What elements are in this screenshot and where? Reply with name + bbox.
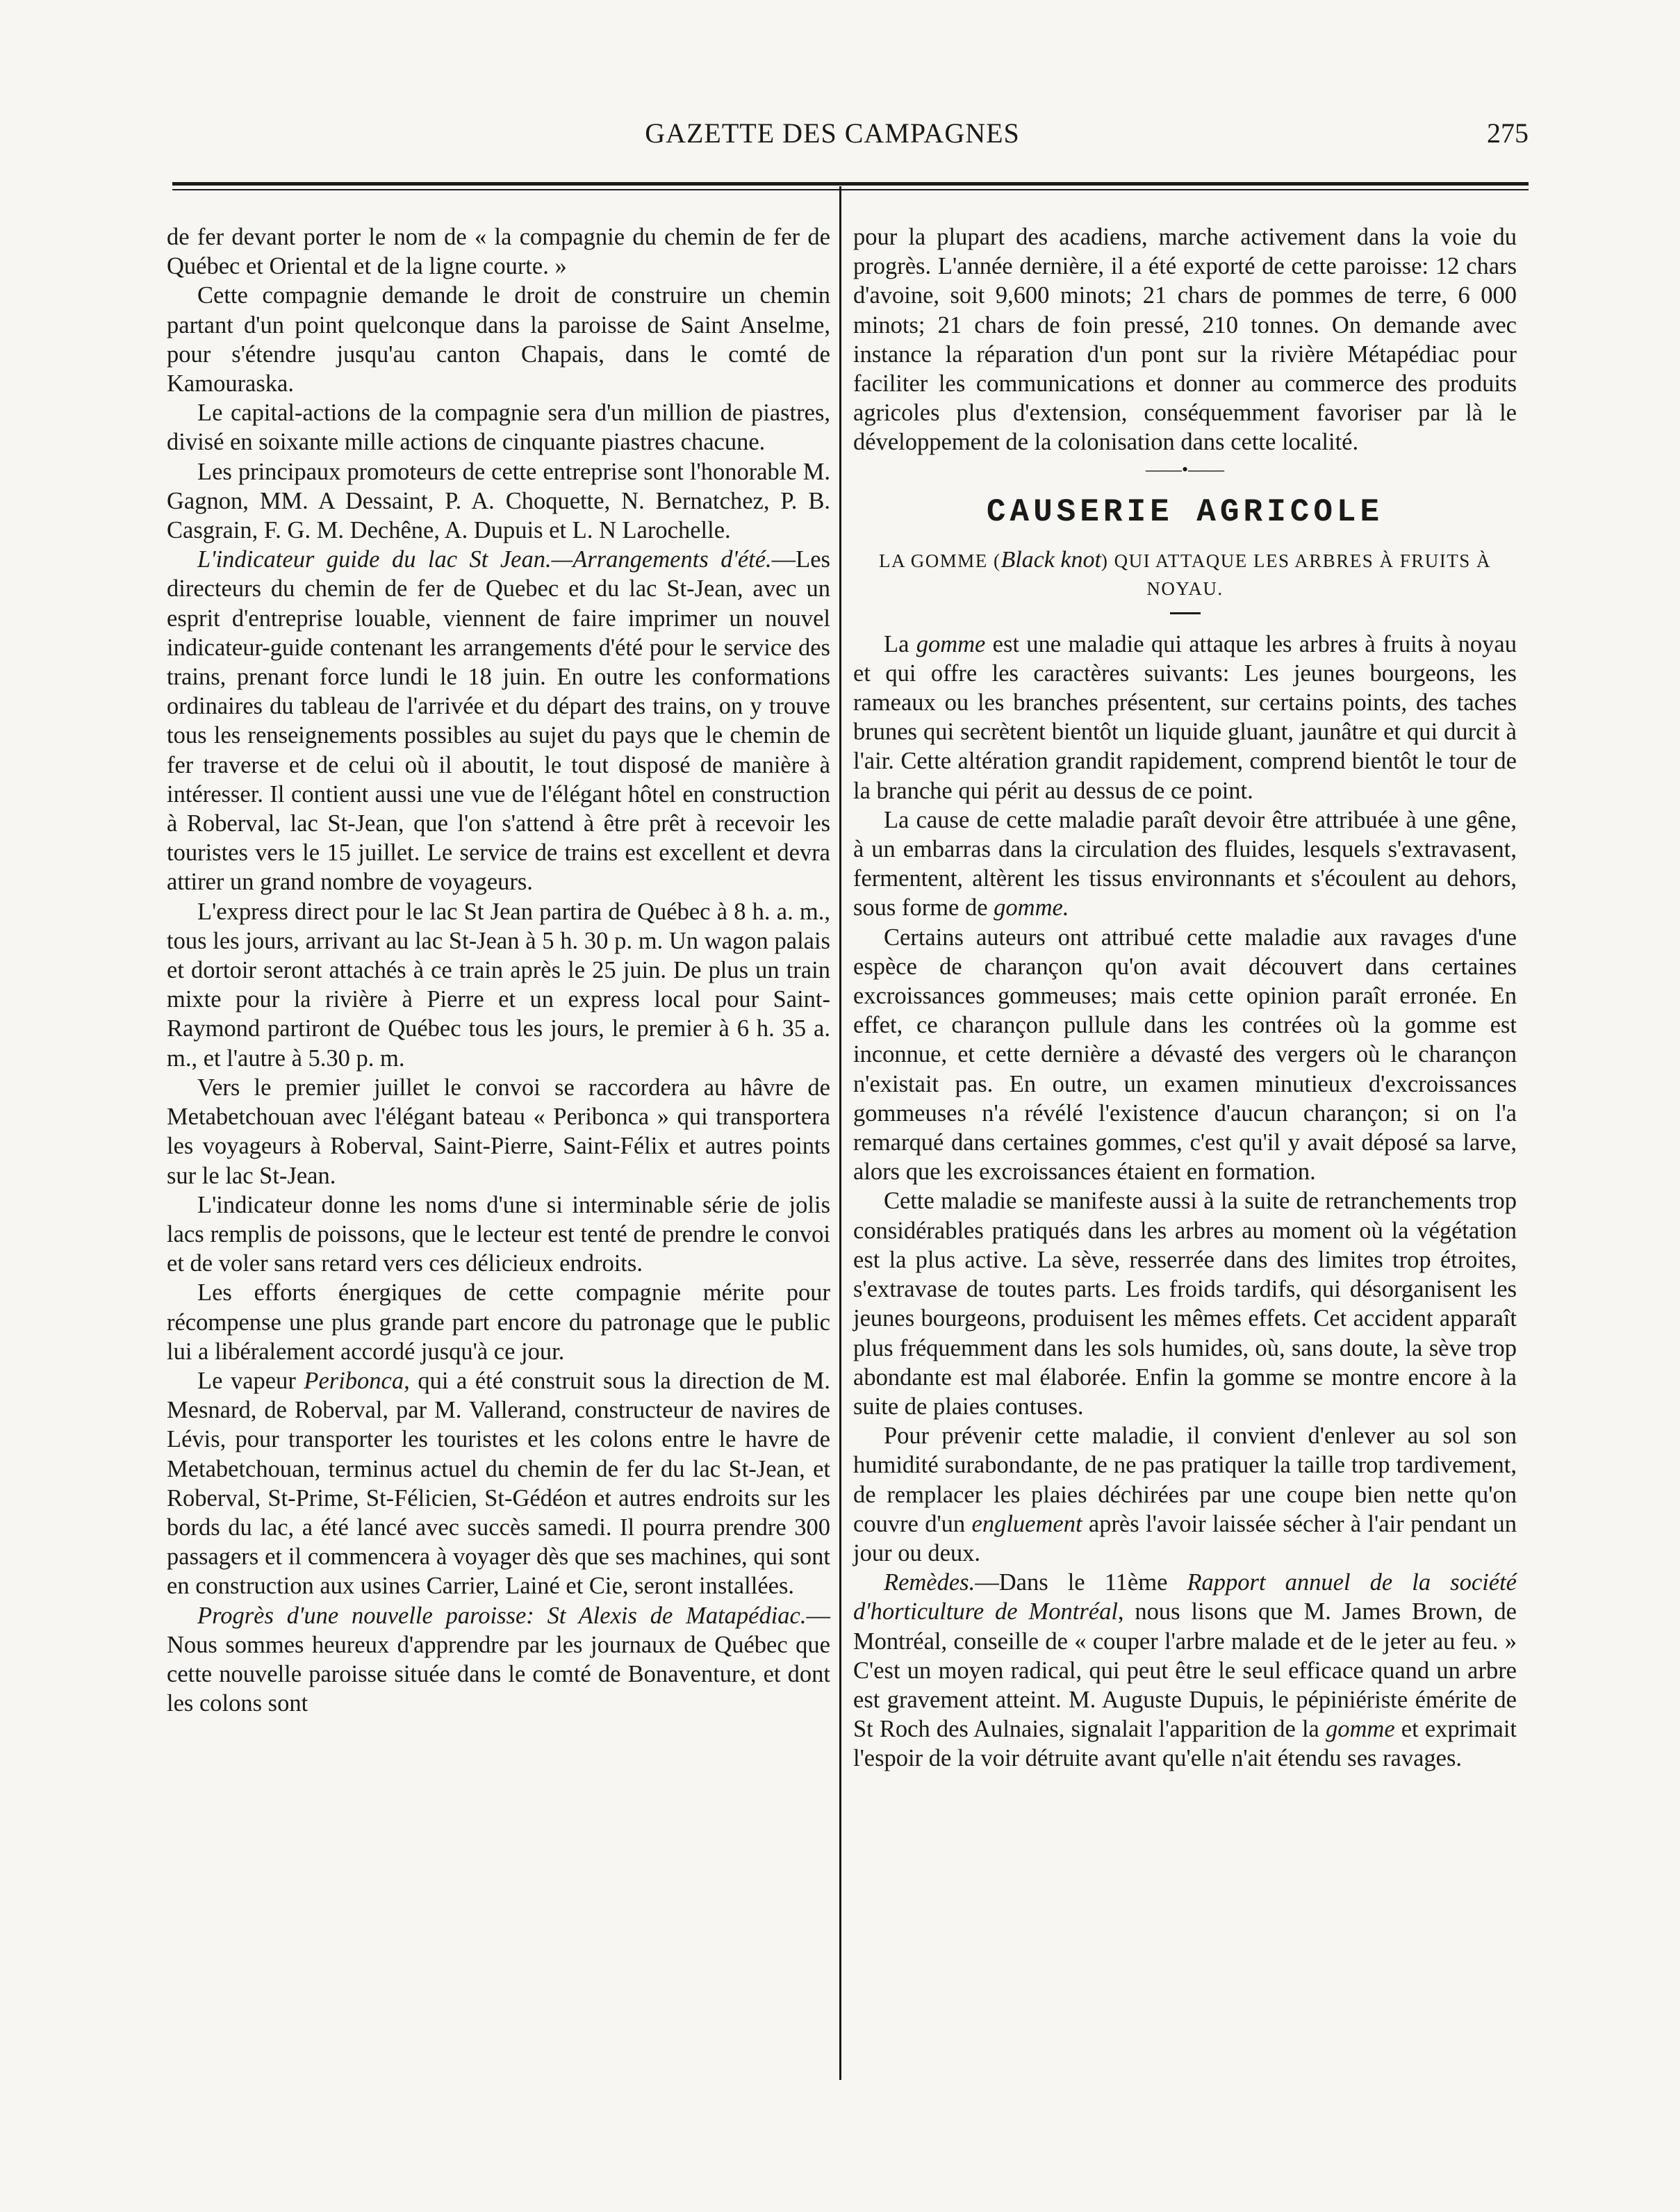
paragraph: Cette compagnie demande le droit de construire un chemin partant d'un point quelconque dans la paroisse de Saint Anselme, pour s'étendre jusqu'au canton Chapais, dans le comté de Kamouraska. xyxy=(167,282,830,398)
paragraph: Remèdes.—Dans le 11ème Rapport annuel de la société d'horticulture de Montréal, nous lisons que M. James Brown, de Montréal, conseille de « couper l'arbre malade et de le jeter au feu. » C'est un moyen radical, qui peut être le seul efficace quand un arbre est gravement atteint. M. Auguste Dupuis, le pépiniériste émérite de St Roch des Aulnaies, signalait l'apparition de la gomme et exprimait l'espoir de la voir détruite avant qu'elle n'ait étendu ses ravages. xyxy=(853,1569,1517,1772)
paragraph: L'express direct pour le lac St Jean partira de Québec à 8 h. a. m., tous les jours, arrivant au lac St-Jean à 5 h. 30 p. m. Un wagon palais et dortoir seront attachés à ce train après le 25 juin. De plus un train mixte pour la rivière à Pierre et un express local pour Saint-Raymond partiront de Québec tous les jours, le premier à 6 h. 35 a. m., et l'autre à 5.30 p. m. xyxy=(167,898,830,1072)
separator-ornament: ——•—— xyxy=(1145,459,1225,480)
journal-title: GAZETTE DES CAMPAGNES xyxy=(645,117,1020,149)
article-heading: Progrès d'une nouvelle paroisse: St Alexis de Matapédiac. xyxy=(197,1602,807,1629)
page-header xyxy=(158,117,1529,158)
paragraph: Les efforts énergiques de cette compagnie mérite pour récompense une plus grande part encore du patronage que le public lui a libéralement accordé jusqu'à ce jour. xyxy=(167,1279,830,1365)
paragraph: Vers le premier juillet le convoi se raccordera au hâvre de Metabetchouan avec l'élégant bateau « Peribonca » qui transportera les voyageurs à Roberval, Saint-Pierre, Saint-Félix et autres points sur le lac St-Jean. xyxy=(167,1074,830,1189)
paragraph: La gomme est une maladie qui attaque les arbres à fruits à noyau et qui offre les caractères suivants: Les jeunes bourgeons, les rameaux ou les branches présentent, sur certains points, des taches brunes qui secrètent bientôt un liquide gluant, jaunâtre et qui durcit à l'air. Cette altération grandit rapidement, comprend bientôt le tour de la branche qui périt au dessus de ce point. xyxy=(853,630,1517,804)
paragraph: L'indicateur donne les noms d'une si interminable série de jolis lacs remplis de poissons, que le lecteur est tenté de prendre le convoi et de voler sans retard vers ces délicieux endroits. xyxy=(167,1191,830,1277)
paragraph: La cause de cette maladie paraît devoir être attribuée à une gêne, à un embarras dans la circulation des fluides, lesquels s'extravasent, fermentent, altèrent les tissus environnants et s'écoulent au dehors, sous forme de gomme. xyxy=(853,806,1517,921)
paragraph: Progrès d'une nouvelle paroisse: St Alexis de Matapédiac.—Nous sommes heureux d'apprendre par les journaux de Québec que cette nouvelle paroisse située dans le comté de Bonaventure, et dont les colons sont xyxy=(167,1602,830,1717)
section-title: CAUSERIE AGRICOLE xyxy=(986,493,1384,530)
paragraph: Le capital-actions de la compagnie sera d'un million de piastres, divisé en soixante mille actions de cinquante piastres chacune. xyxy=(167,400,830,456)
page-number: 275 xyxy=(1487,117,1529,149)
article-heading: L'indicateur guide du lac St Jean.—Arrangements d'été. xyxy=(197,546,772,573)
left-column xyxy=(167,222,830,1718)
column-separator xyxy=(839,186,841,2080)
paragraph: Le vapeur Peribonca, qui a été construit sous la direction de M. Mesnard, de Roberval, par M. Vallerand, constructeur de navires de Lévis, pour transporter les touristes et les colons entre le havre de Metabetchouan, terminus actuel du chemin de fer du lac St-Jean, et Roberval, St-Prime, St-Félicien, St-Gédéon et autres endroits sur les bords du lac, a été lancé avec succès samedi. Il pourra prendre 300 passagers et il commencera à voyager dès que ses machines, qui sont en construction aux usines Carrier, Lainé et Cie, seront installées. xyxy=(167,1367,830,1600)
paragraph: de fer devant porter le nom de « la compagnie du chemin de fer de Québec et Oriental et de la ligne courte. » xyxy=(167,224,830,280)
paragraph: L'indicateur guide du lac St Jean.—Arrangements d'été.—Les directeurs du chemin de fer de Quebec et du lac St-Jean, avec un esprit d'entreprise louable, viennent de faire imprimer un nouvel indicateur-guide contenant les arrangements d'été pour le service des trains, prenant force lundi le 18 juin. En outre les conformations ordinaires du tableau de l'arrivée et du départ des trains, on y trouve tous les renseignements possibles au sujet du pays que le chemin de fer traverse et de celui où il aboutit, le tout disposé de manière à intéresser. Il contient aussi une vue de l'élégant hôtel en construction à Roberval, lac St-Jean, que l'on s'attend à être prêt à recevoir les touristes vers le 15 juillet. Le service de trains est excellent et devra attirer un grand nombre de voyageurs. xyxy=(167,546,830,896)
article-heading: Remèdes. xyxy=(884,1569,975,1596)
short-rule xyxy=(1170,612,1201,614)
paragraph: pour la plupart des acadiens, marche activement dans la voie du progrès. L'année dernière, il a été exporté de cette paroisse: 12 chars d'avoine, soit 9,600 minots; 21 chars de pommes de terre, 6 000 minots; 21 chars de foin pressé, 210 tonnes. On demande avec instance la réparation d'un pont sur la rivière Métapédiac pour faciliter les communications et donner au commerce des produits agricoles plus d'extension, conséquemment favoriser par là le développement de la colonisation dans cette localité. xyxy=(853,224,1517,456)
right-column xyxy=(853,222,1517,1773)
paragraph: Les principaux promoteurs de cette entreprise sont l'honorable M. Gagnon, MM. A Dessaint, P. A. Choquette, N. Bernatchez, P. B. Casgrain, F. G. M. Dechêne, A. Dupuis et L. N Larochelle. xyxy=(167,458,830,544)
header-rule xyxy=(172,182,1529,186)
header-rule-thin xyxy=(172,189,1529,190)
paragraph: Certains auteurs ont attribué cette maladie aux ravages d'une espèce de charançon qu'on avait découvert dans certaines excroissances gommeuses; mais cette opinion paraît erronée. En effet, ce charançon pullule dans les contrées où la gomme est inconnue, et cette dernière a dévasté des vergers où le charançon n'existait pas. En outre, un examen minutieux d'excroissances gommeuses n'a révélé l'existence d'aucun charançon; si on l'a remarqué dans certaines gommes, c'est qu'il y avait déposé sa larve, alors que les excroissances étaient en formation. xyxy=(853,924,1517,1186)
paragraph: Cette maladie se manifeste aussi à la suite de retranchements trop considérables pratiqués dans les arbres au moment où la végétation est la plus active. La sève, resserrée dans des limites trop étroites, s'extravase de toutes parts. Les froids tardifs, qui désorganisent les jeunes bourgeons, produisent les mêmes effets. Cet accident apparaît plus fréquemment dans les sols humides, où, sans doute, la sève trop abondante est mal élaborée. Enfin la gomme se montre encore à la suite de plaies contuses. xyxy=(853,1188,1517,1420)
section-subtitle: LA GOMME (Black knot) QUI ATTAQUE LES ARBRES À FRUITS À NOYAU. xyxy=(878,546,1492,599)
paragraph: Pour prévenir cette maladie, il convient d'enlever au sol son humidité surabondante, de ne pas pratiquer la taille trop tardivement, de remplacer les plaies déchirées par une coupe bien nette qu'on couvre d'un engluement après l'avoir laissée sécher à l'air pendant un jour ou deux. xyxy=(853,1423,1517,1566)
